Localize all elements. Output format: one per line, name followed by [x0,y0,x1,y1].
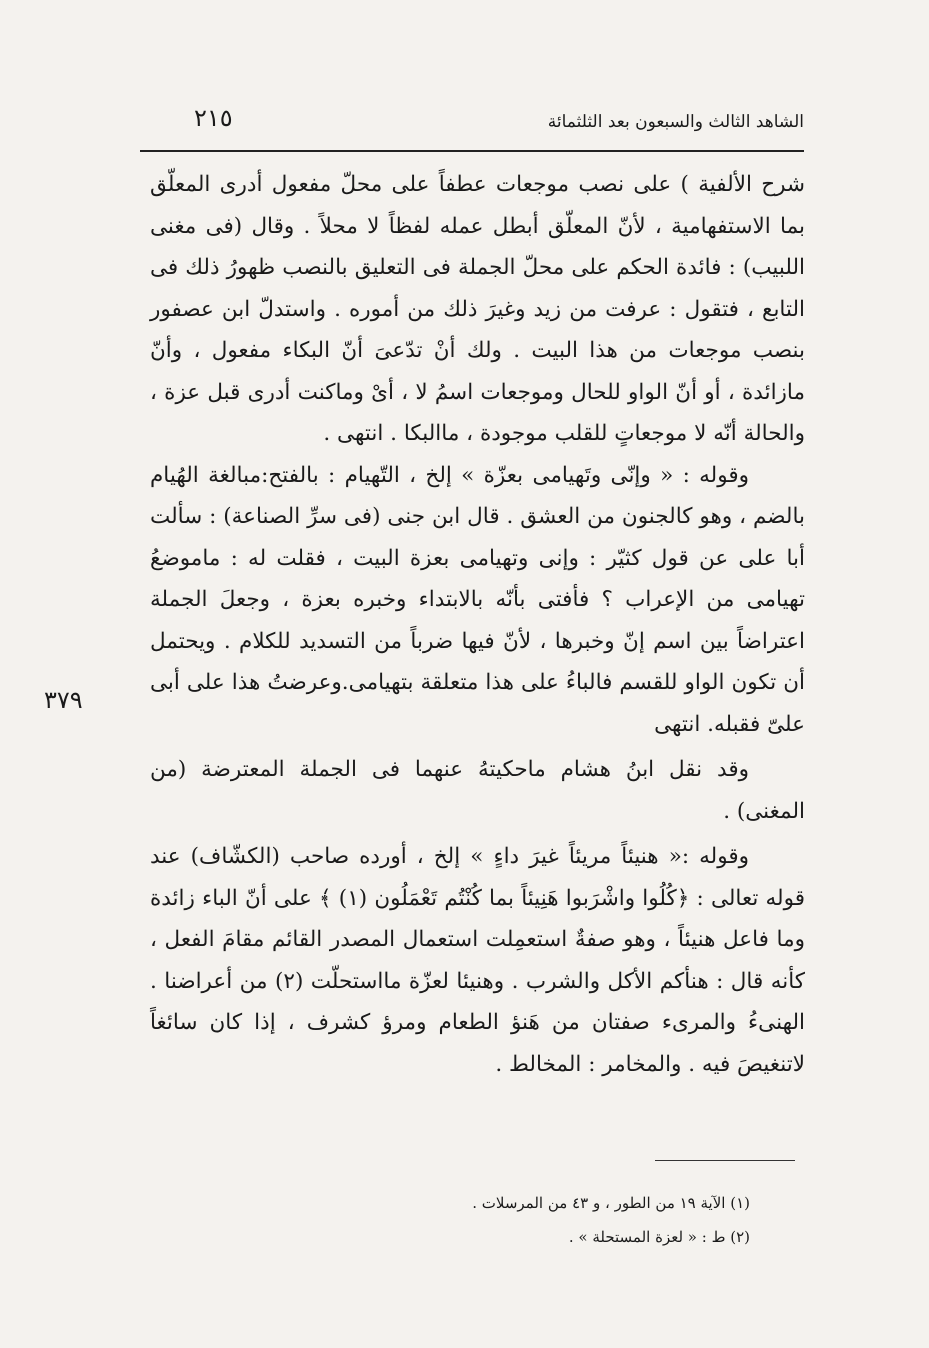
header-rule [140,150,804,152]
footnote-rule [655,1160,795,1161]
paragraph: وقوله : « وإنّى وتَهيامى بعزّة » إلخ ، التّهيام : بالفتح:مبالغة الهُيام بالضم ، وهو كالجنون من العشق . قال ابن جنى (فى سرِّ الصناعة) : سألت أبا على عن قول كثيّر : وإنى وتهيامى بعزة البيت ، فقلت له : ماموضعُ تهيامى من الإعراب ؟ فأفتى بأنّه بالابتداء وخبره بعزة ، وجعلَ الجملة اعتراضاً بين اسم إنّ وخبرها ، لأنّ فيها ضرباً من التسديد للكلام . ويحتمل أن تكون الواو للقسم فالباءُ على هذا متعلقة بتهيامى.وعرضتُ هذا على أبى علىّ فقبله. انتهى [150,462,805,737]
footnote: (١) الآية ١٩ من الطور ، و ٤٣ من المرسلات . [472,1194,750,1212]
main-text [150,164,805,1085]
running-title: الشاهد الثالث والسبعون بعد الثلثمائة [547,112,804,132]
footnotes [300,1186,750,1254]
page-number: ٢١٥ [194,104,233,132]
footnote: (٢) ط : « لعزة المستحلة » . [568,1228,750,1246]
paragraph: وقد نقل ابنُ هشام ماحكيتهُ عنهما فى الجملة المعترضة (من المغنى) . [150,757,805,824]
margin-reference-number: ٣٧٩ [44,686,83,714]
page-header [140,104,804,144]
paragraph: وقوله :« هنيئاً مريئاً غيرَ داءٍ » إلخ ، أورده صاحب (الكشّاف) عند قوله تعالى : ﴿كُلُوا واشْرَبوا هَنِيئاً بما كُنْتُم تَعْمَلُون (١) ﴾ على أنّ الباء زائدة وما فاعل هنيئاً ، وهو صفةٌ استعمِلت استعمال المصدر القائم مقامَ الفعل ، كأنه قال : هنأكم الأكل والشرب . وهنيئا لعزّة مااستحلّت (٢) من أعراضنا . الهنىءُ والمرىء صفتان من هَنؤ الطعام ومرؤ كشرف ، إذا كان سائغاً لاتنغيصَ فيه . والمخامر : المخالط . [150,844,806,1077]
paragraph: شرح الألفية ) على نصب موجعات عطفاً على محلّ مفعول أدرى المعلّق بما الاستفهامية ، لأنّ المعلّق أبطل عمله لفظاً لا محلاً . وقال (فى مغنى اللبيب) : فائدة الحكم على محلّ الجملة فى التعليق بالنصب ظهورُ ذلك فى التابع ، فتقول : عرفت من زيد وغيرَ ذلك من أموره . واستدلّ ابن عصفور بنصب موجعات من هذا البيت . ولك أنْ تدّعىَ أنّ البكاء مفعول ، وأنّ مازائدة ، أو أنّ الواو للحال وموجعات اسمُ لا ، أىْ وماكنت أدرى قبل عزة ، والحالة أنّه لا موجعاتٍ للقلب موجودة ، ماالبكا . انتهى . [150,172,805,446]
